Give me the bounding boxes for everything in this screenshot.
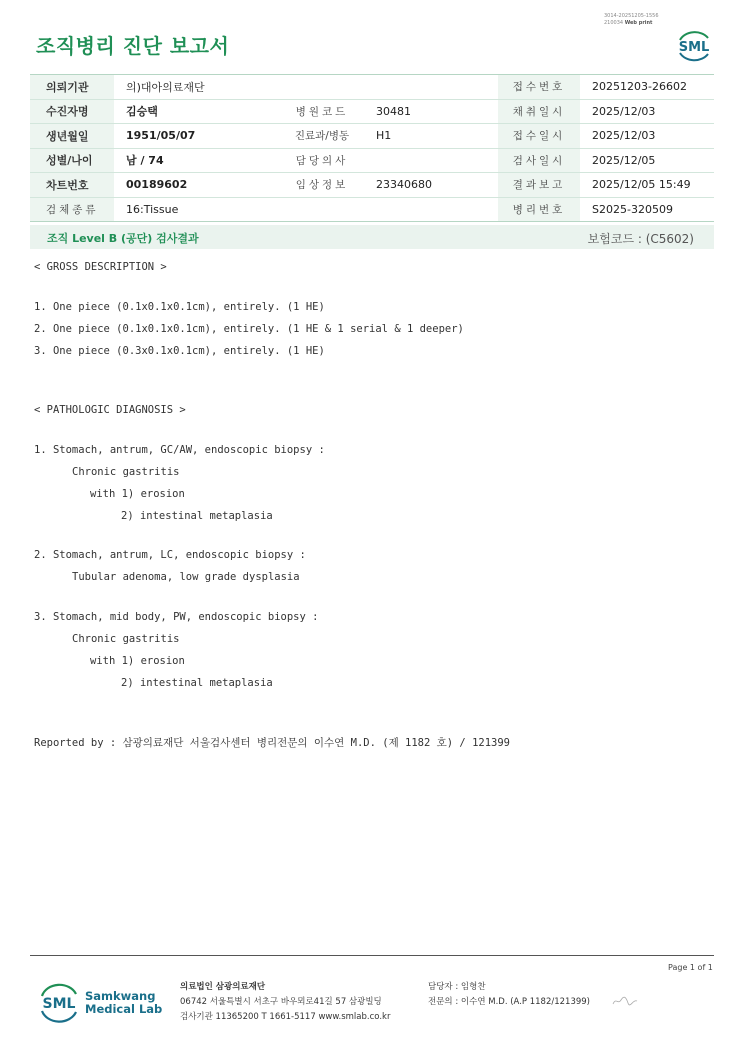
- diagnosis-detail: with 1) erosion: [90, 655, 185, 667]
- sml-logo-icon: [37, 980, 81, 1024]
- org-address: 06742 서울특별시 서초구 바우뫼로41길 57 삼광빌딩: [180, 997, 382, 1007]
- info-row: [30, 99, 714, 124]
- sml-logo-icon: [674, 26, 714, 64]
- info-row: [30, 124, 714, 149]
- info-value: H1: [364, 124, 498, 149]
- info-label: 의뢰기관: [30, 75, 114, 100]
- info-label: 임상정보: [280, 173, 364, 198]
- gross-item: 3. One piece (0.3x0.1x0.1cm), entirely. (1 HE): [34, 345, 325, 357]
- staff-info: [428, 980, 590, 1010]
- org-info: [180, 980, 390, 1025]
- info-row: [30, 75, 714, 100]
- diagnosis-text: Chronic gastritis: [72, 633, 180, 645]
- org-name: 의료법인 삼광의료재단: [180, 982, 266, 992]
- footer-divider: [30, 955, 714, 956]
- info-label: 채취일시: [498, 99, 580, 124]
- diagnosis-site: 2. Stomach, antrum, LC, endoscopic biopsy :: [34, 549, 306, 561]
- info-value: 30481: [364, 99, 498, 124]
- info-row: [30, 197, 714, 222]
- logo-text: SML: [42, 996, 76, 1012]
- diagnosis-site: 3. Stomach, mid body, PW, endoscopic biopsy :: [34, 611, 319, 623]
- info-label: 차트번호: [30, 173, 114, 198]
- gross-item: 1. One piece (0.1x0.1x0.1cm), entirely. (1 HE): [34, 301, 325, 313]
- gross-description-title: < GROSS DESCRIPTION >: [34, 261, 167, 273]
- info-label: 검사일시: [498, 148, 580, 173]
- page-number: Page 1 of 1: [668, 963, 713, 972]
- diagnosis-detail: with 1) erosion: [90, 488, 185, 500]
- diagnosis-detail: 2) intestinal metaplasia: [121, 510, 273, 522]
- print-stamp: [604, 13, 659, 27]
- info-value: 2025/12/03: [580, 99, 714, 124]
- info-label: 검체종류: [30, 197, 114, 222]
- brand-name: [85, 990, 162, 1016]
- info-value: 2025/12/05 15:49: [580, 173, 714, 198]
- info-value: 00189602: [114, 173, 280, 198]
- reported-by: Reported by : 삼광의료재단 서울검사센터 병리전문의 이수연 M.D. (제 1182 호) / 121399: [34, 737, 511, 749]
- insurance-code: 보험코드 : (C5602): [587, 232, 694, 246]
- info-value: 2025/12/03: [580, 124, 714, 149]
- info-label: 생년월일: [30, 124, 114, 149]
- brand-line: Samkwang: [85, 989, 156, 1003]
- info-value: 23340680: [364, 173, 498, 198]
- info-label: 접수일시: [498, 124, 580, 149]
- info-value: 남 / 74: [114, 148, 280, 173]
- signature-icon: [611, 995, 639, 1007]
- diagnosis-detail: 2) intestinal metaplasia: [121, 677, 273, 689]
- info-value: 의)대아의료재단: [114, 75, 498, 100]
- info-label: 수진자명: [30, 99, 114, 124]
- info-label: 성별/나이: [30, 148, 114, 173]
- staff-in-charge: 담당자 : 임형찬: [428, 982, 486, 992]
- staff-specialist: 전문의 : 이수연 M.D. (A.P 1182/121399): [428, 997, 590, 1007]
- gross-item: 2. One piece (0.1x0.1x0.1cm), entirely. (1 HE & 1 serial & 1 deeper): [34, 323, 464, 335]
- print-sub: 210034: [604, 20, 624, 26]
- result-section-title: 조직 Level B (공단) 검사결과: [47, 232, 199, 245]
- info-value: 16:Tissue: [114, 197, 498, 222]
- org-contact: 검사기관 11365200 T 1661-5117 www.smlab.co.kr: [180, 1012, 391, 1022]
- info-value: [364, 148, 498, 173]
- print-code: 3014-20251205-1556: [604, 13, 659, 19]
- diagnosis-text: Tubular adenoma, low grade dysplasia: [72, 571, 300, 583]
- info-label: 병원코드: [280, 99, 364, 124]
- info-row: [30, 173, 714, 198]
- info-value: S2025-320509: [580, 197, 714, 222]
- info-label: 결과보고: [498, 173, 580, 198]
- brand-line: Medical Lab: [85, 1002, 163, 1016]
- info-label: 접수번호: [498, 75, 580, 100]
- diagnosis-site: 1. Stomach, antrum, GC/AW, endoscopic biopsy :: [34, 444, 325, 456]
- info-label: 담당의사: [280, 148, 364, 173]
- patient-info-table: [30, 74, 714, 222]
- print-label: Web print: [624, 20, 653, 26]
- info-value: 1951/05/07: [114, 124, 280, 149]
- info-value: 2025/12/05: [580, 148, 714, 173]
- diagnosis-title: < PATHOLOGIC DIAGNOSIS >: [34, 404, 186, 416]
- info-value: 20251203-26602: [580, 75, 714, 100]
- logo-text: SML: [678, 40, 710, 55]
- page-title: 조직병리 진단 보고서: [36, 34, 230, 58]
- info-label: 병리번호: [498, 197, 580, 222]
- info-value: 김승택: [114, 99, 280, 124]
- result-section-header: [30, 225, 714, 249]
- diagnosis-text: Chronic gastritis: [72, 466, 180, 478]
- info-row: [30, 148, 714, 173]
- info-label: 진료과/병동: [280, 124, 364, 149]
